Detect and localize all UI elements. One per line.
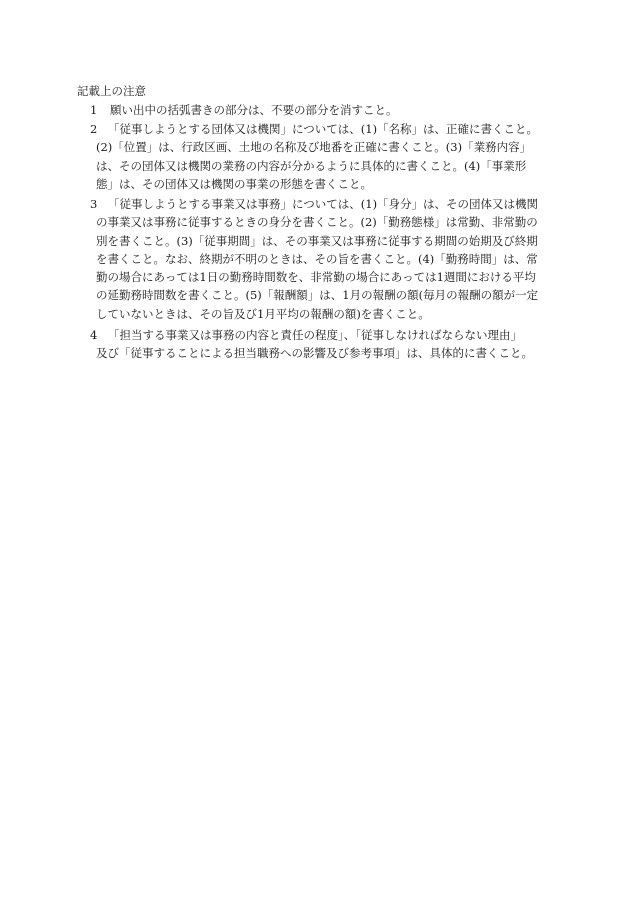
- note-line: 「担当する事業又は事務の内容と責任の程度」、「従事しなければならない理由」: [108, 328, 522, 342]
- note-body: [96, 326, 533, 363]
- note-line: 願い出中の括弧書きの部分は、不要の部分を消すこと。: [110, 103, 398, 117]
- note-line: 別を書くこと。(3)「従事期間」は、その事業又は事務に従事する期間の始期及び終期: [96, 233, 538, 248]
- note-line: 「従事しようとする事業又は事務」については、(1)「身分」は、その団体又は機関: [108, 197, 539, 211]
- note-number: 2: [90, 122, 98, 136]
- note-line: の事業又は事務に従事するときの身分を書くこと。(2)「勤務態様」は常勤、非常勤の: [96, 215, 538, 230]
- note-body: [110, 101, 398, 119]
- note-line: の延勤務時間数を書くこと。(5)「報酬額」は、1月の報酬の額(毎月の報酬の額が一定: [96, 288, 539, 303]
- note-number: 3: [90, 197, 98, 211]
- note-line: (2)「位置」は、行政区画、土地の名称及び地番を正確に書くこと。(3)「業務内容」: [96, 140, 532, 155]
- note-line: を書くこと。なお、終期が不明のときは、その旨を書くこと。(4)「勤務時間」は、常: [96, 251, 538, 266]
- note-line: 「従事しようとする団体又は機関」については、(1)「名称」は、正確に書くこと。: [108, 122, 539, 136]
- note-number: 4: [90, 328, 98, 342]
- note-body: [96, 120, 539, 193]
- note-number: 1: [90, 103, 98, 117]
- note-line: は、その団体又は機関の業務の内容が分かるように具体的に書くこと。(4)「事業形: [96, 158, 527, 173]
- note-body: [96, 195, 539, 323]
- note-line: 勤の場合にあっては1日の勤務時間数を、非常勤の場合にあっては1週間における平均: [96, 270, 536, 285]
- note-line: 態」は、その団体又は機関の事業の形態を書くこと。: [96, 176, 372, 191]
- note-line: 及び「従事することによる担当職務への影響及び参考事項」は、具体的に書くこと。: [96, 346, 533, 361]
- document-title: 記載上の注意: [77, 84, 146, 98]
- note-line: していないときは、その旨及び1月平均の報酬の額)を書くこと。: [96, 306, 430, 321]
